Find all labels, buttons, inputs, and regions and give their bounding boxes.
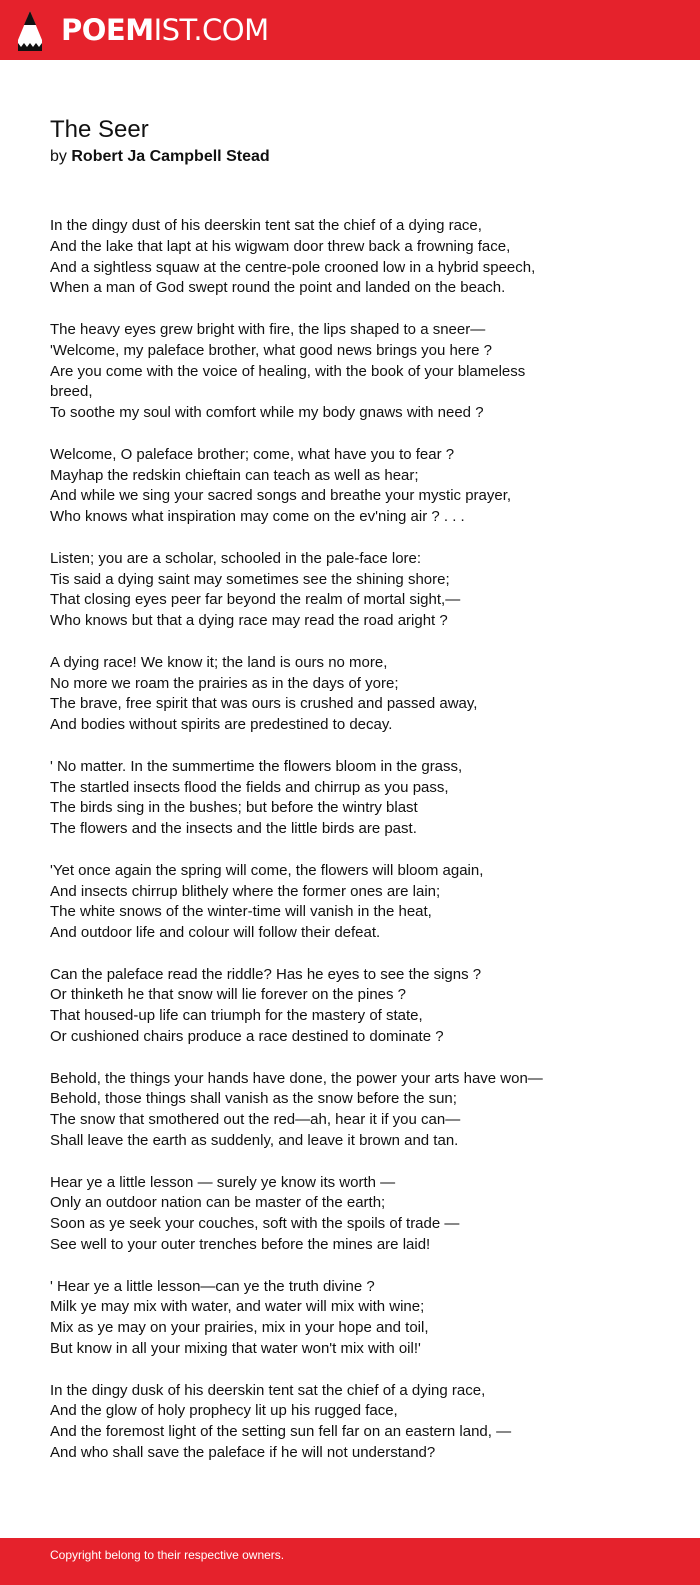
poem-title: The Seer: [50, 116, 149, 143]
poem-line: See well to your outer trenches before the mines are laid!: [50, 1236, 431, 1254]
poem-byline: [50, 146, 270, 168]
logo-text-light: IST.COM: [153, 13, 269, 47]
poem-line: Who knows but that a dying race may read the road aright ?: [50, 612, 448, 630]
poem-line: breed,: [50, 383, 93, 401]
poem-line: The brave, free spirit that was ours is crushed and passed away,: [50, 695, 478, 713]
stanza: [50, 320, 650, 424]
poem-line: Welcome, O paleface brother; come, what have you to fear ?: [50, 445, 455, 463]
poem-line: The flowers and the insects and the little birds are past.: [50, 820, 417, 838]
copyright-text: Copyright belong to their respective owners.: [50, 1548, 285, 1562]
poem-body: [50, 216, 650, 1485]
poem-line: Are you come with the voice of healing, with the book of your blameless: [50, 362, 526, 380]
stanza: [50, 1381, 650, 1464]
poem-line: Tis said a dying saint may sometimes see the shining shore;: [50, 570, 450, 588]
stanza: [50, 445, 650, 528]
poem-line: A dying race! We know it; the land is ours no more,: [50, 653, 388, 671]
poem-line: Behold, the things your hands have done, the power your arts have won—: [50, 1069, 543, 1087]
poem-line: And the glow of holy prophecy lit up his rugged face,: [50, 1402, 398, 1420]
poem-line: Who knows what inspiration may come on the ev'ning air ? . . .: [50, 508, 465, 526]
poem-line: Or thinketh he that snow will lie forever on the pines ?: [50, 986, 407, 1004]
stanza: [50, 965, 650, 1048]
poem-line: The birds sing in the bushes; but before the wintry blast: [50, 799, 418, 817]
pen-nib-logo-icon[interactable]: [17, 10, 43, 52]
poem-line: And insects chirrup blithely where the former ones are lain;: [50, 882, 441, 900]
poem-line: The startled insects flood the fields and chirrup as you pass,: [50, 778, 449, 796]
poem-line: Can the paleface read the riddle? Has he eyes to see the signs ?: [50, 965, 482, 983]
stanza: [50, 216, 650, 299]
site-header: [0, 0, 700, 60]
poem-line: Or cushioned chairs produce a race destined to dominate ?: [50, 1028, 444, 1046]
poem-line: In the dingy dust of his deerskin tent sat the chief of a dying race,: [50, 217, 482, 234]
poem-line: Hear ye a little lesson — surely ye know its worth —: [50, 1173, 396, 1191]
poem-line: No more we roam the prairies as in the days of yore;: [50, 674, 399, 692]
poem-line: And while we sing your sacred songs and breathe your mystic prayer,: [50, 487, 512, 505]
poem-line: In the dingy dusk of his deerskin tent sat the chief of a dying race,: [50, 1381, 486, 1399]
stanza: [50, 1173, 650, 1256]
stanza: [50, 757, 650, 840]
poem-line: Behold, those things shall vanish as the snow before the sun;: [50, 1090, 457, 1108]
poem-line: Soon as ye seek your couches, soft with the spoils of trade —: [50, 1215, 460, 1233]
stanza: [50, 549, 650, 632]
poem-line: ' Hear ye a little lesson—can ye the truth divine ?: [50, 1277, 375, 1295]
stanza: [50, 653, 650, 736]
poem-line: Mix as ye may on your prairies, mix in your hope and toil,: [50, 1319, 429, 1337]
author-name[interactable]: Robert Ja Campbell Stead: [71, 148, 270, 165]
poem-line: Listen; you are a scholar, schooled in the pale-face lore:: [50, 549, 422, 567]
byline-prefix: by: [50, 148, 67, 165]
stanza: [50, 861, 650, 944]
poem-line: When a man of God swept round the point and landed on the beach.: [50, 279, 506, 297]
poem-line: Shall leave the earth as suddenly, and leave it brown and tan.: [50, 1132, 459, 1150]
poem-line: That housed-up life can triumph for the mastery of state,: [50, 1007, 423, 1025]
site-logo[interactable]: [61, 12, 269, 48]
poem-line: The heavy eyes grew bright with fire, the lips shaped to a sneer—: [50, 320, 486, 338]
poem-line: And outdoor life and colour will follow their defeat.: [50, 924, 381, 942]
site-footer: [0, 1538, 700, 1585]
poem-line: And the lake that lapt at his wigwam door threw back a frowning face,: [50, 237, 511, 255]
poem-line: The snow that smothered out the red—ah, hear it if you can—: [50, 1111, 461, 1129]
poem-line: That closing eyes peer far beyond the realm of mortal sight,—: [50, 591, 461, 609]
stanza: [50, 1069, 650, 1152]
poem-line: And bodies without spirits are predestined to decay.: [50, 716, 393, 734]
poem-line: 'Yet once again the spring will come, the flowers will bloom again,: [50, 861, 484, 879]
poem-line: The white snows of the winter-time will vanish in the heat,: [50, 903, 432, 921]
poem-line: Mayhap the redskin chieftain can teach as well as hear;: [50, 466, 419, 484]
poem-line: Milk ye may mix with water, and water will mix with wine;: [50, 1298, 425, 1316]
poem-line: To soothe my soul with comfort while my body gnaws with need ?: [50, 404, 484, 422]
poem-line: And the foremost light of the setting sun fell far on an eastern land, —: [50, 1423, 512, 1441]
poem-line: And a sightless squaw at the centre-pole crooned low in a hybrid speech,: [50, 258, 536, 276]
logo-text-bold: POEM: [61, 13, 154, 47]
poem-line: 'Welcome, my paleface brother, what good news brings you here ?: [50, 341, 492, 359]
poem-line: Only an outdoor nation can be master of the earth;: [50, 1194, 386, 1212]
poem-line: ' No matter. In the summertime the flowers bloom in the grass,: [50, 757, 463, 775]
stanza: [50, 1277, 650, 1360]
poem-line: And who shall save the paleface if he will not understand?: [50, 1444, 436, 1462]
poem-line: But know in all your mixing that water won't mix with oil!': [50, 1340, 421, 1358]
